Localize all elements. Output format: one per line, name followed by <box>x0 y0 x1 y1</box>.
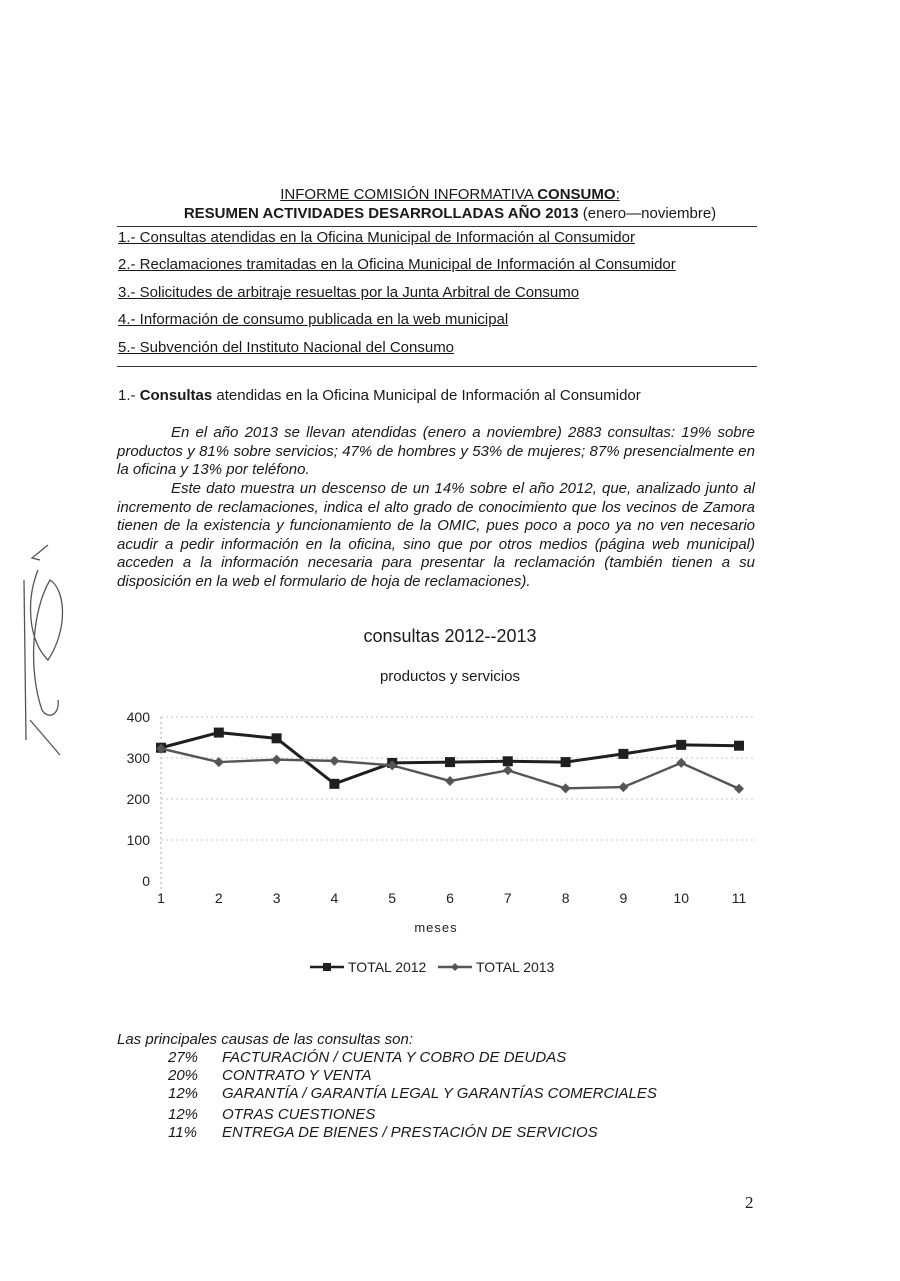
header-line2-suffix: (enero—noviembre) <box>578 205 717 222</box>
data-point-marker <box>329 779 339 789</box>
data-point-marker <box>214 757 224 767</box>
paragraph-1-text: En el año 2013 se llevan atendidas (enero a noviembre) 2883 consultas: 19% sobre productos y 81% sobre servicios; 47% de hombres y 53% de mujeres; 87% presencialmente en la oficina y 13% por teléfono. <box>117 424 755 478</box>
section-prefix: 1.- <box>118 387 140 404</box>
cause-pct: 20% <box>168 1067 199 1084</box>
header-line2-bold: RESUMEN ACTIVIDADES DESARROLLADAS AÑO 2013 <box>183 205 579 222</box>
x-tick-label: 3 <box>272 890 281 906</box>
data-point-marker <box>214 728 224 738</box>
toc-item-1: 1.- Consultas atendidas en la Oficina Municipal de Información al Consumidor <box>118 229 635 246</box>
data-point-marker <box>329 756 339 766</box>
data-point-marker <box>676 740 686 750</box>
cause-label: CONTRATO Y VENTA <box>222 1067 372 1084</box>
legend-label: TOTAL 2012 <box>348 959 427 975</box>
y-tick-label: 100 <box>126 832 150 848</box>
cause-label: GARANTÍA / GARANTÍA LEGAL Y GARANTÍAS COMERCIALES <box>222 1085 657 1102</box>
data-point-marker <box>618 782 628 792</box>
data-point-marker <box>445 776 455 786</box>
y-tick-label: 0 <box>142 873 150 889</box>
x-tick-label: 8 <box>561 890 570 906</box>
toc-item-5: 5.- Subvención del Instituto Nacional del Consumo <box>118 339 455 356</box>
x-tick-label: 5 <box>388 890 397 906</box>
legend-label: TOTAL 2013 <box>476 959 555 975</box>
cause-item <box>168 1049 566 1066</box>
chart-title: consultas 2012--2013 <box>363 626 537 646</box>
legend-marker <box>451 963 459 971</box>
cause-item <box>168 1106 375 1123</box>
x-tick-label: 9 <box>619 890 628 906</box>
toc-item-3: 3.- Solicitudes de arbitraje resueltas por la Junta Arbitral de Consumo <box>118 284 580 301</box>
cause-item <box>168 1124 598 1141</box>
y-tick-label: 300 <box>126 750 150 766</box>
data-point-marker <box>503 756 513 766</box>
toc-item-4: 4.- Información de consumo publicada en la web municipal <box>118 311 509 328</box>
data-point-marker <box>561 757 571 767</box>
x-tick-label: 7 <box>503 890 512 906</box>
data-point-marker <box>503 765 513 775</box>
y-tick-label: 400 <box>126 709 150 725</box>
data-point-marker <box>561 783 571 793</box>
chart-subtitle: productos y servicios <box>379 668 521 685</box>
x-tick-label: 11 <box>731 890 747 906</box>
x-tick-label: 2 <box>214 890 223 906</box>
cause-pct: 27% <box>168 1049 199 1066</box>
data-point-marker <box>272 755 282 765</box>
section-bold: Consultas <box>139 387 213 404</box>
cause-pct: 11% <box>168 1124 197 1141</box>
header-suffix: : <box>615 186 620 203</box>
y-tick-label: 200 <box>126 791 150 807</box>
cause-pct: 12% <box>168 1085 199 1102</box>
cause-item <box>168 1085 657 1102</box>
section-suffix: atendidas en la Oficina Municipal de Información al Consumidor <box>212 387 641 404</box>
x-tick-label: 6 <box>446 890 454 906</box>
page-number: 2 <box>745 1193 754 1212</box>
cause-label: OTRAS CUESTIONES <box>222 1106 376 1123</box>
x-tick-label: 1 <box>157 890 165 906</box>
cause-pct: 12% <box>168 1106 199 1123</box>
data-point-marker <box>445 757 455 767</box>
toc-item-2: 2.- Reclamaciones tramitadas en la Oficina Municipal de Información al Consumidor <box>118 256 676 273</box>
legend-marker <box>323 963 331 971</box>
data-point-marker <box>676 758 686 768</box>
header-prefix: INFORME COMISIÓN INFORMATIVA <box>280 186 538 203</box>
cause-label: FACTURACIÓN / CUENTA Y COBRO DE DEUDAS <box>222 1049 567 1066</box>
x-tick-label: 10 <box>673 890 689 906</box>
cause-label: ENTREGA DE BIENES / PRESTACIÓN DE SERVICIOS <box>222 1124 598 1141</box>
data-point-marker <box>618 749 628 759</box>
x-axis-label: meses <box>414 920 458 935</box>
x-tick-label: 4 <box>330 890 339 906</box>
paragraph-2-text: Este dato muestra un descenso de un 14% sobre el año 2012, que, analizado junto al incremento de reclamaciones, indica el alto grado de conocimiento que los vecinos de Zamora tienen de la existencia y funcionamiento de la OMIC, pues poco a poco ya no ven necesario acudir a pedir información en la oficina, sino que por otros medios (página web municipal) acceden a la información necesaria para presentar la reclamación (también tienen a su disposición en la web el formulario de hoja de reclamaciones). <box>117 480 755 590</box>
data-point-marker <box>272 733 282 743</box>
header-bold: CONSUMO <box>537 186 616 203</box>
data-point-marker <box>734 784 744 794</box>
cause-item <box>168 1067 371 1084</box>
data-point-marker <box>734 741 744 751</box>
causes-intro: Las principales causas de las consultas son: <box>117 1031 414 1048</box>
